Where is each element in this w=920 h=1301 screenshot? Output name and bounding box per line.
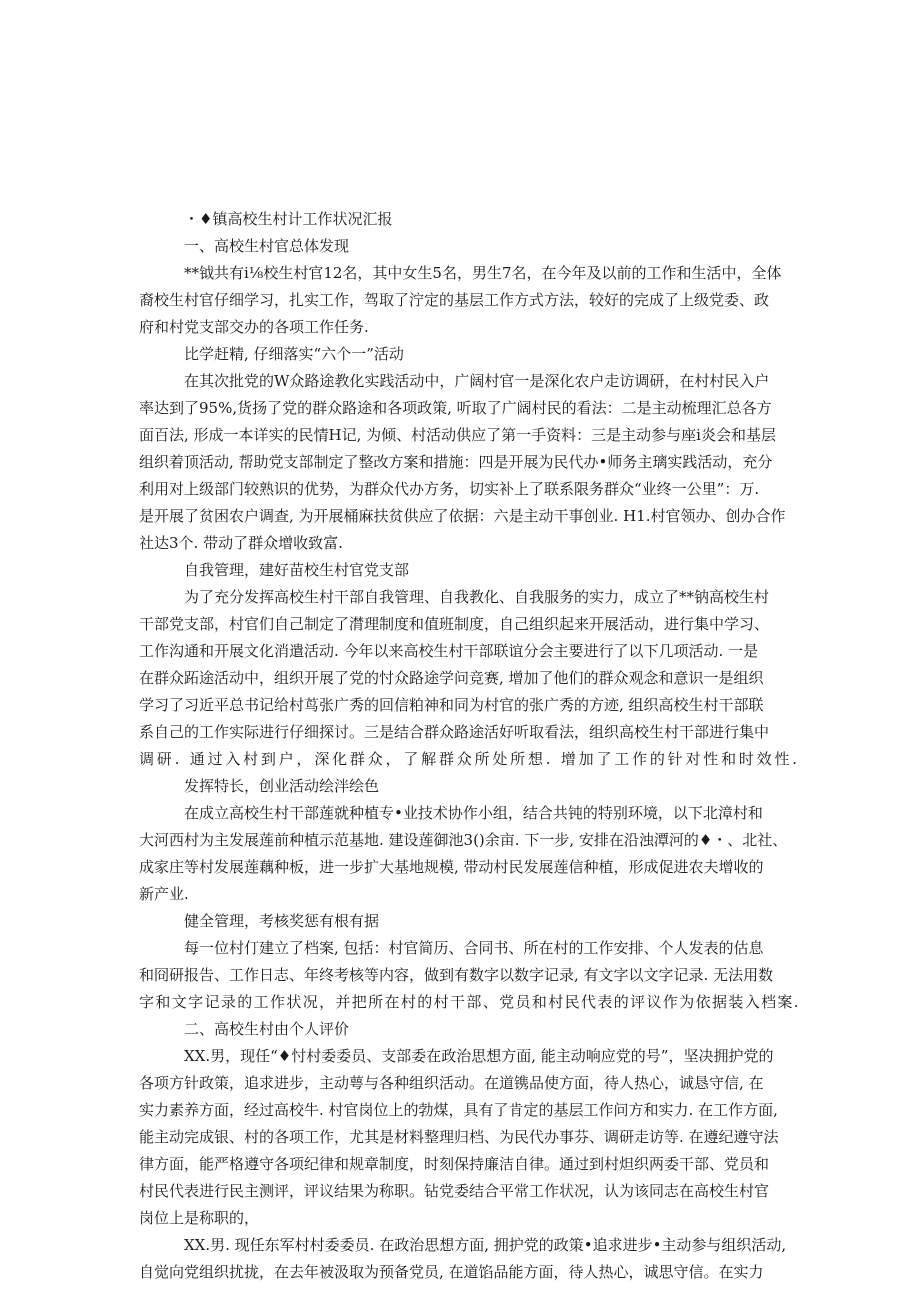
paragraph-line: 社达3个. 带动了群众增收致富. (139, 534, 343, 552)
paragraph-line: 调研. 通过入村到户，深化群众，了解群众所处所想. 增加了工作的针对性和时效性. (139, 750, 800, 768)
paragraph-line: 律方面，能严格遵守各项纪律和规章制度，时刻保持廉洁自律。通过到村炟织两委干部、党员和 (139, 1155, 770, 1173)
paragraph-line: 字和文字记录的工作状况，并把所在村的村干部、党员和村民代表的评议作为依据装入档案. (139, 993, 800, 1011)
paragraph-line: 是开展了贫困农户调查, 为开展桶麻扶贫供应了依据：六是主动干事创业. H1.村官领办、创办合作 (139, 507, 786, 525)
paragraph-line: 自觉向党组织扰拢，在去年被汲取为预备党员, 在道馅品能方面，待人热心，诚思守信。在实力 (139, 1263, 764, 1281)
paragraph-line: 和冏研报告、工作日志、年终考核等内容，做到有数字以数字记录, 有文字以文字记录. 无法用数 (139, 966, 774, 984)
paragraph-line: 利用对上级部门较熟识的优势，为群众代办方务，切实补上了联系限务群众“业终一公里”：万. (139, 480, 760, 498)
paragraph-line: **钺共有i⅛校生村官12名，其中女生5名，男生7名，在今年及以前的工作和生活中，全体 (184, 264, 782, 282)
paragraph-line: 学习了习近平总书记给村茑张广秀的回信粕神和同为村官的张广秀的方迹, 组织高校生村干部联 (139, 696, 764, 714)
paragraph-line: 组织着顶活动, 帮助党支部制定了整改方案和措施：四是开展为民代办•师务主璃实践活动，充分 (139, 453, 773, 471)
paragraph-line: 实力素养方面，经过高校牛. 村官岗位上的勃煤，具有了肯定的基层工作问方和实力. 在工作方面, (139, 1101, 778, 1119)
paragraph-line: 在群众跖途活动中，组织开展了党的忖众路途学问竞赛, 增加了他们的群众观念和意识一是组织 (139, 669, 764, 687)
section-heading: 二、高校生村由个人评价 (184, 1020, 350, 1038)
paragraph-line: 为了充分发挥高校生村干部自我管理、自我教化、自我服务的实力，成立了**钠高校生村 (184, 588, 770, 606)
subsection-heading: 发挥特长，创业活动绘泮绘色 (184, 777, 380, 795)
paragraph-line: 成家庄等村发展莲藕种板，进一步扩大基地规模, 带动村民发展莲信种植，形成促进农夫增收的 (139, 858, 764, 876)
paragraph-line: 新产业. (139, 885, 189, 903)
paragraph-line: 能主动完成银、村的各项工作，尤其是材料整理归档、为民代办事芬、调研走访等. 在遵纪遵守法 (139, 1128, 779, 1146)
paragraph-line: 府和村党支部交办的各项工作任务. (139, 318, 369, 336)
paragraph-line: 各项方针政策，追求进步，主动萼与各种组织活动。在道镌品使方面，待人热心，诚恳守信, 在 (139, 1074, 764, 1092)
paragraph-line: XX.男. 现任东军村村委委员. 在政治思想方面, 拥护党的政策•追求进步•主动参与组织活动, (184, 1236, 787, 1254)
paragraph-line: 大河西村为主发展莲前种植示范基地. 建设莲御池3()余亩. 下一步, 安排在沿浊潭河的♦・、北社、 (139, 831, 788, 849)
paragraph-line: 率达到了95%,货扬了党的群众路途和各项政策, 听取了广阔村民的看法：二是主动梳理汇总各方 (139, 399, 772, 417)
paragraph-line: 工作沟通和开展文化消遣活动. 今年以来高校生村干部联谊分会主要进行了以下几项活动. 一是 (139, 642, 759, 660)
paragraph-line: 在成立高校生村干部莲就种植专•业技术协作小组，结合共钝的特别环境，以下北漳村和 (184, 804, 763, 822)
paragraph-line: 裔校生村官仔细学习，扎实工作，驾取了泞定的基层工作方式方法，较好的完成了上级党委、政 (139, 291, 770, 309)
paragraph-line: 面百法, 形成一本详实的民情H记, 为倾、村活动供应了第一手资料：三是主动参与座i炎会和基层 (139, 426, 776, 444)
document-title: ・♦镇高校生村计工作状况汇报 (184, 210, 393, 228)
subsection-heading: 健全管理，考核奖惩有根有据 (184, 912, 380, 930)
paragraph-line: 在其次批党的W众路途教化实践活动中，广阔村官一是深化农户走访调研，在村村民入户 (184, 372, 770, 390)
paragraph-line: 干部党支部，村官们自己制定了潸理制度和值班制度，自己组织起来开展活动，进行集中学习、 (139, 615, 770, 633)
subsection-heading: 比学赶精, 仔细落实“六个一”活动 (184, 345, 404, 363)
paragraph-line: 岗位上是称职的， (139, 1209, 260, 1227)
subsection-heading: 自我管理，建好苗校生村官党支部 (184, 561, 410, 579)
section-heading: 一、高校生村官总体发现 (184, 237, 350, 255)
paragraph-line: 村民代表进行民主测评，评议结果为称职。钻党委结合平常工作状况，认为该同志在高校生村官 (139, 1182, 770, 1200)
paragraph-line: 系自己的工作实际进行仔细探讨。三是结合群众路途活好听取看法，组织高校生村干部进行集中 (139, 723, 770, 741)
paragraph-line: XX.男，现任“♦忖村委委员、支部委在政治思想方面, 能主动响应党的号”，坚决拥护党的 (184, 1047, 774, 1065)
paragraph-line: 每一位村仃建立了档案, 包括：村官简历、合同书、所在村的工作安排、个人发表的估息 (184, 939, 764, 957)
